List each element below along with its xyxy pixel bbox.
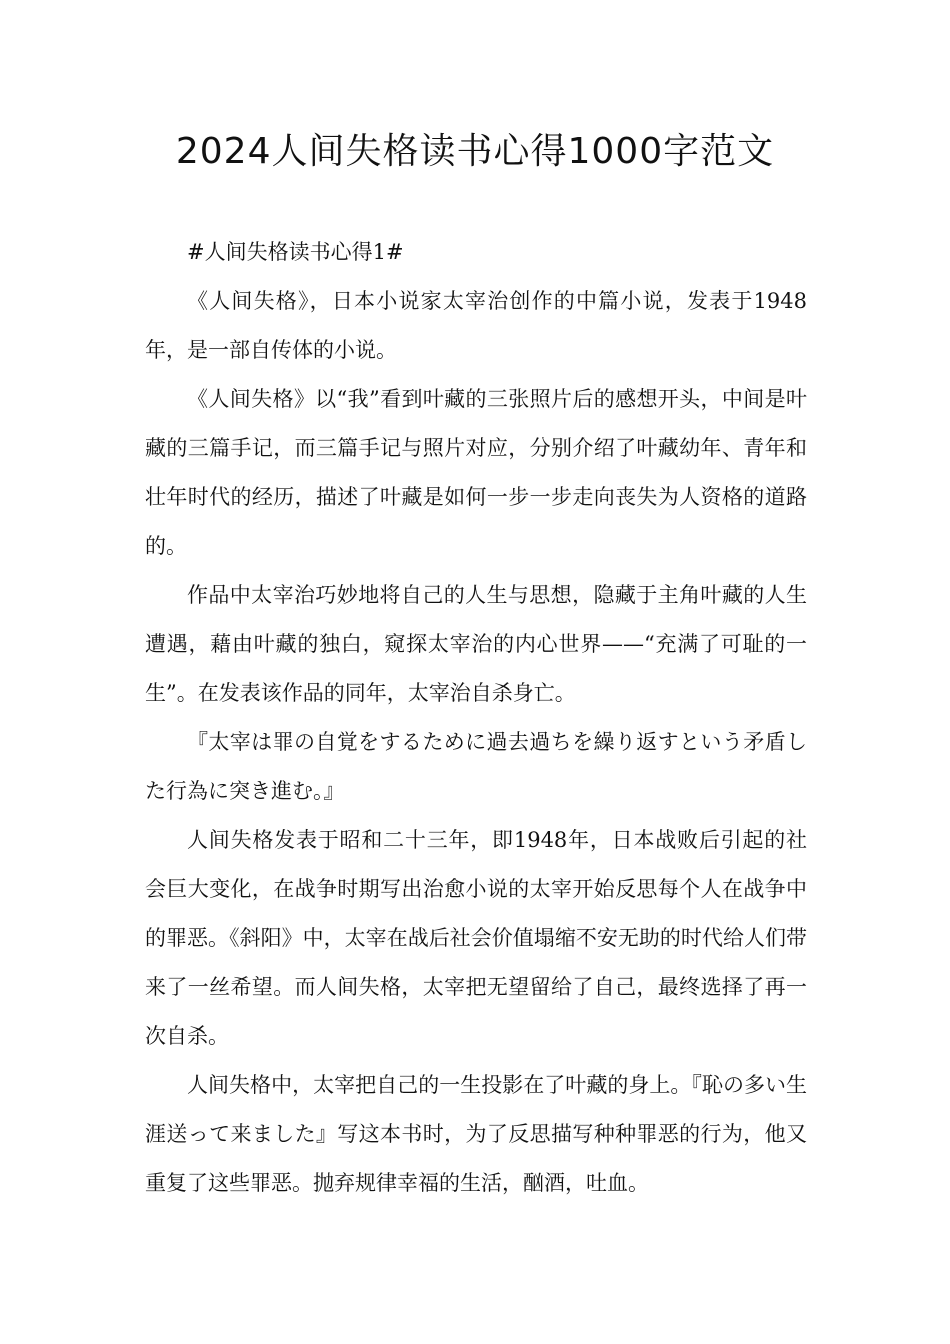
paragraph-5: 人间失格发表于昭和二十三年，即1948年，日本战败后引起的社会巨大变化，在战争时期写出治愈小说的太宰开始反思每个人在战争中的罪恶。《斜阳》中，太宰在战后社会价值塌缩不安无助的时代给人们带来了一丝希望。而人间失格，太宰把无望留给了自己，最终选择了再一次自杀。 xyxy=(145,828,807,1048)
paragraph-1: 《人间失格》，日本小说家太宰治创作的中篇小说，发表于1948年，是一部自传体的小说。 xyxy=(145,289,807,362)
paragraph-3: 作品中太宰治巧妙地将自己的人生与思想，隐藏于主角叶藏的人生遭遇，藉由叶藏的独白，窥探太宰治的内心世界——“充满了可耻的一生”。在发表该作品的同年，太宰治自杀身亡。 xyxy=(145,583,807,705)
document-body xyxy=(145,228,807,1208)
document-title: 2024人间失格读书心得1000字范文 xyxy=(175,131,775,172)
paragraph-4-japanese-quote: 『太宰は罪の自覚をするために過去過ちを繰り返すという矛盾した行為に突き進む。』 xyxy=(145,730,807,803)
paragraph-6: 人间失格中，太宰把自己的一生投影在了叶藏的身上。『恥の多い生涯送って来ました』写这本书时，为了反思描写种种罪恶的行为，他又重复了这些罪恶。抛弃规律幸福的生活，酗酒，吐血。 xyxy=(145,1073,807,1195)
section-heading: #人间失格读书心得1# xyxy=(187,240,404,264)
paragraph-2: 《人间失格》以“我”看到叶藏的三张照片后的感想开头，中间是叶藏的三篇手记，而三篇手记与照片对应，分别介绍了叶藏幼年、青年和壮年时代的经历，描述了叶藏是如何一步一步走向丧失为人资格的道路的。 xyxy=(145,387,807,558)
